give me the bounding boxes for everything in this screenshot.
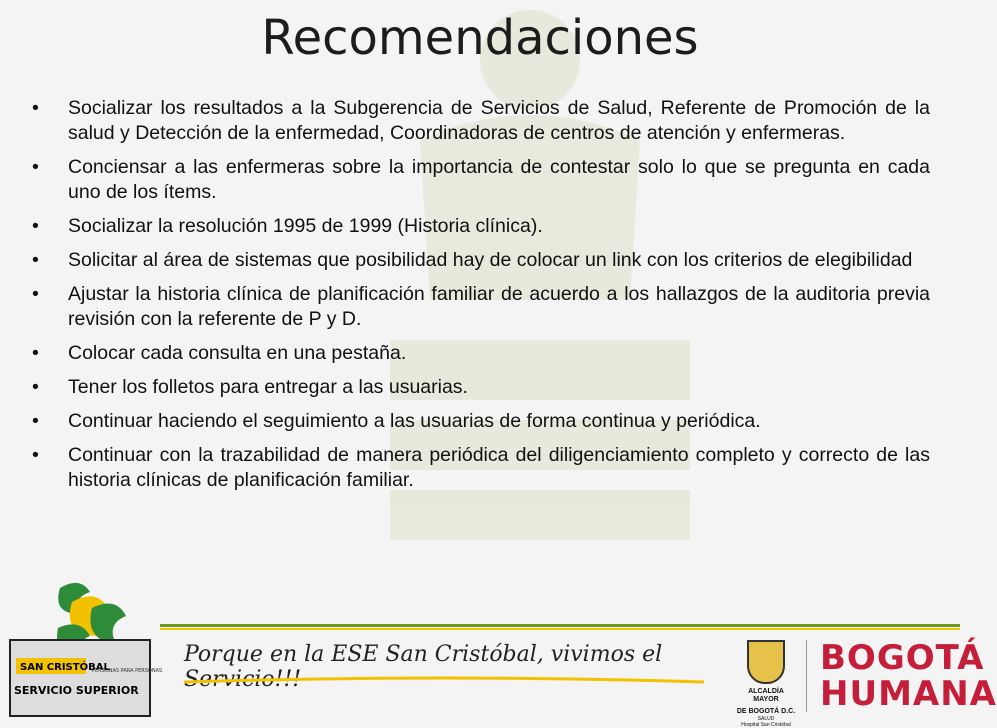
- logo-line2: SERVICIO SUPERIOR: [14, 684, 139, 697]
- footer-slogan: Porque en la ESE San Cristóbal, vivimos el Servicio!!!: [184, 642, 663, 692]
- bogota-humana-logo: [820, 640, 997, 712]
- list-item: [30, 214, 930, 239]
- list-item-text: Socializar la resolución 1995 de 1999 (Historia clínica).: [68, 215, 543, 237]
- bullet-icon: •: [32, 376, 39, 398]
- list-item: [30, 341, 930, 366]
- list-item: [30, 409, 930, 434]
- alcaldia-crest: [736, 640, 796, 728]
- list-item-text: Continuar con la trazabilidad de manera periódica del diligenciamiento completo y correcto de las historia clínicas de planificación familiar.: [68, 444, 930, 491]
- list-item-text: Colocar cada consulta en una pestaña.: [68, 342, 407, 364]
- crest-line2: DE BOGOTÁ D.C.: [736, 708, 796, 715]
- list-item: [30, 155, 930, 205]
- footer-divider-lines: [160, 624, 960, 632]
- list-item: [30, 96, 930, 146]
- yellow-line: [160, 628, 960, 630]
- footer-divider: [806, 640, 807, 712]
- list-item: [30, 443, 930, 493]
- bullet-icon: •: [32, 97, 39, 119]
- slide-title: Recomendaciones: [261, 10, 699, 66]
- bullet-icon: •: [32, 249, 39, 271]
- bullet-icon: •: [32, 444, 39, 466]
- bullet-icon: •: [32, 283, 39, 305]
- slogan-underline: [184, 676, 704, 686]
- green-line: [160, 624, 960, 627]
- bullet-icon: •: [32, 215, 39, 237]
- list-item: [30, 375, 930, 400]
- list-item-text: Ajustar la historia clínica de planificación familiar de acuerdo a los hallazgos de la auditoria previa revisión con la referente de P y D.: [68, 283, 930, 330]
- humana-word: HUMANA: [820, 674, 997, 714]
- list-item-text: Conciensar a las enfermeras sobre la importancia de contestar solo lo que se pregunta en cada uno de los ítems.: [68, 156, 930, 203]
- logo-line1: SAN CRISTÓBAL: [20, 662, 110, 673]
- list-item-text: Socializar los resultados a la Subgerencia de Servicios de Salud, Referente de Promoción de la salud y Detección de la enfermedad, Coordinadoras de centros de atención y enfermeras.: [68, 97, 930, 144]
- list-item-text: Solicitar al área de sistemas que posibilidad hay de colocar un link con los criterios de elegibilidad: [68, 249, 913, 271]
- crest-line3: SALUD: [757, 716, 775, 722]
- list-item-text: Tener los folletos para entregar a las usuarias.: [68, 376, 468, 398]
- bullet-icon: •: [32, 410, 39, 432]
- san-cristobal-logo: [0, 578, 170, 720]
- crest-line1: ALCALDÍA MAYOR: [748, 688, 784, 703]
- bogota-word: BOGOTÁ: [820, 638, 985, 678]
- crest-line4: Hospital San Cristóbal: [741, 722, 791, 728]
- recommendations-list: [30, 96, 930, 502]
- list-item-text: Continuar haciendo el seguimiento a las usuarias de forma continua y periódica.: [68, 410, 761, 432]
- bullet-icon: •: [32, 156, 39, 178]
- coat-of-arms-icon: [747, 640, 785, 684]
- list-item: [30, 282, 930, 332]
- logo-ribbon: PERSONAS PARA PERSONAS: [92, 668, 163, 674]
- list-item: [30, 248, 930, 273]
- bullet-icon: •: [32, 342, 39, 364]
